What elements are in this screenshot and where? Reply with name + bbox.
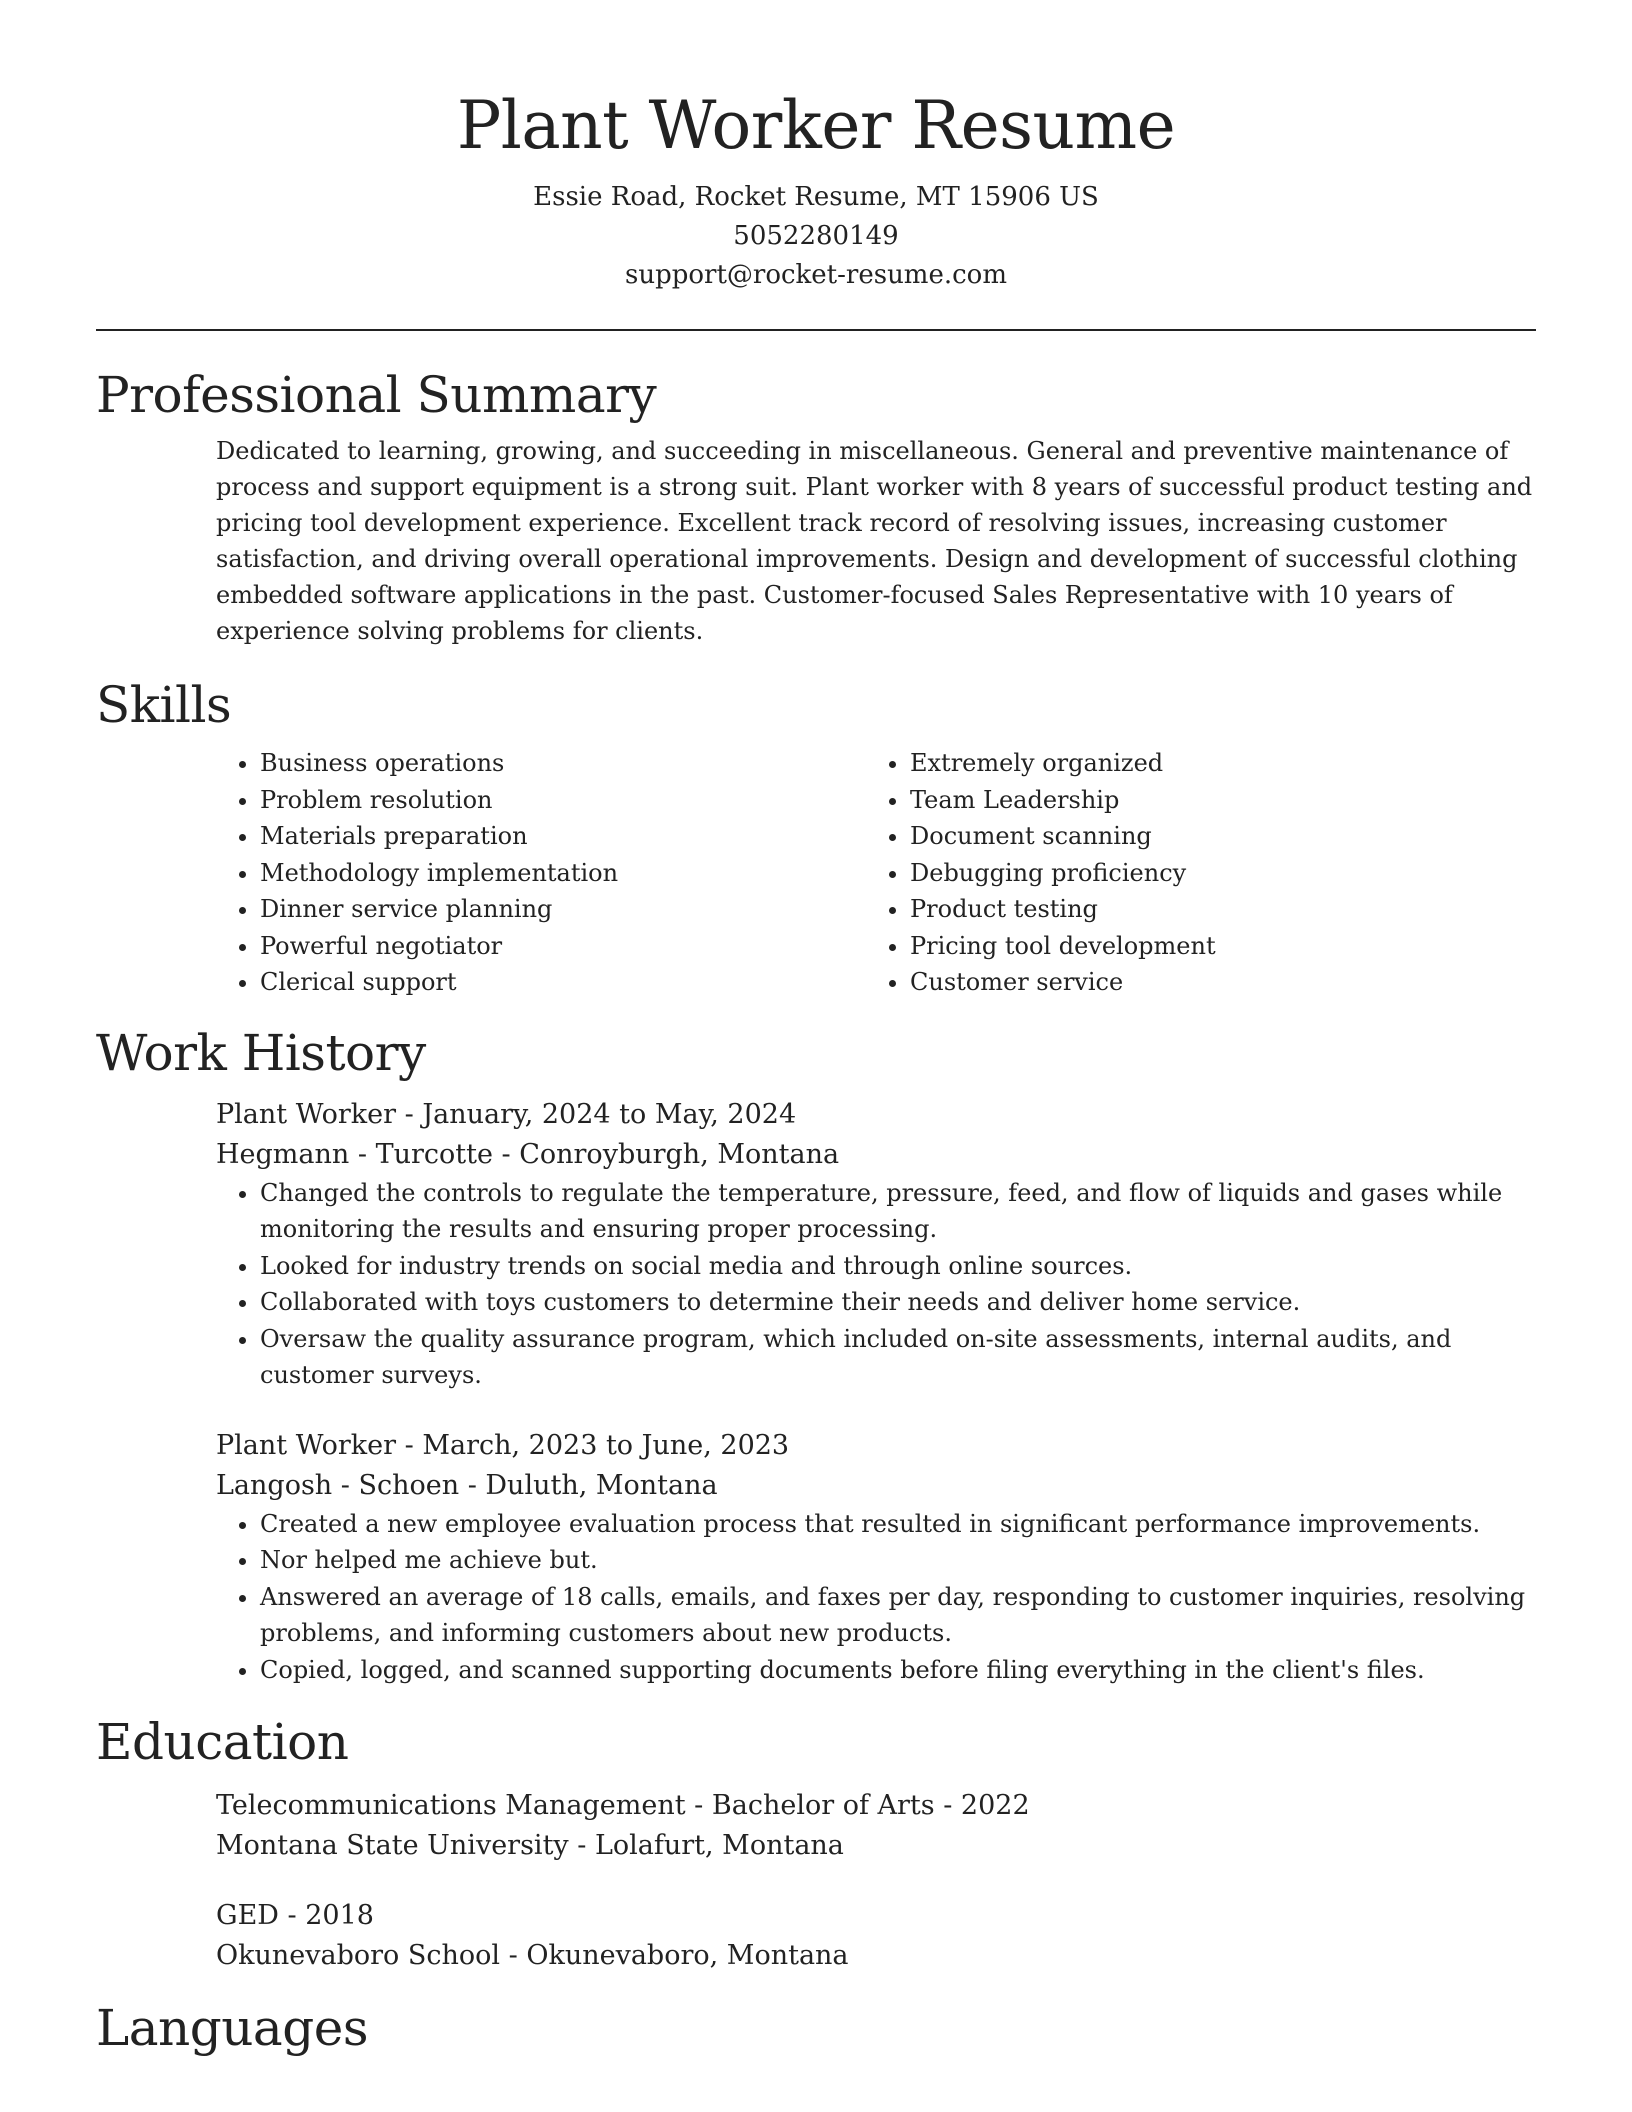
skills-list-left bbox=[216, 745, 866, 1001]
job-bullet: • Looked for industry trends on social media and through online sources. bbox=[260, 1248, 1536, 1285]
skill-item: • Product testing bbox=[910, 891, 1516, 928]
education-heading: Education bbox=[96, 1713, 349, 1771]
skill-item: • Materials preparation bbox=[260, 818, 866, 855]
skill-item: • Team Leadership bbox=[910, 782, 1516, 819]
skill-item: • Problem resolution bbox=[260, 782, 866, 819]
summary-text: Dedicated to learning, growing, and succeeding in miscellaneous. General and preventive maintenance of process and support equipment is a strong suit. Plant worker with 8 years of successful product testing and pricing tool development experience. Excellent track record of resolving issues, increasing customer satisfaction, and driving overall operational improvements. Design and development of successful clothing embedded software applications in the past. Customer-focused Sales Representative with 10 years of experience solving problems for clients. bbox=[216, 437, 1533, 645]
education-section bbox=[96, 1712, 1536, 1976]
contact-email: support@rocket-resume.com bbox=[624, 260, 1007, 290]
skill-item: • Debugging proficiency bbox=[910, 855, 1516, 892]
job-bullet-list bbox=[216, 1506, 1536, 1689]
job-title-line: Plant Worker - January, 2024 to May, 2024 bbox=[216, 1098, 797, 1130]
skill-item: • Extremely organized bbox=[910, 745, 1516, 782]
education-entry bbox=[216, 1896, 1536, 1976]
education-degree-line: Telecommunications Management - Bachelor of Arts - 2022 bbox=[216, 1790, 1030, 1821]
education-entry bbox=[216, 1786, 1536, 1866]
job-bullet: • Copied, logged, and scanned supporting documents before filing everything in the client's files. bbox=[260, 1652, 1536, 1689]
job-bullet-list bbox=[216, 1175, 1536, 1394]
skill-item: • Business operations bbox=[260, 745, 866, 782]
job-bullet: • Changed the controls to regulate the temperature, pressure, feed, and flow of liquids and gases while monitoring the results and ensuring proper processing. bbox=[260, 1175, 1536, 1248]
job-bullet: • Oversaw the quality assurance program, which included on-site assessments, internal audits, and customer surveys. bbox=[260, 1321, 1536, 1394]
header-divider bbox=[96, 329, 1536, 331]
skill-item: • Methodology implementation bbox=[260, 855, 866, 892]
job-bullet: • Nor helped me achieve but. bbox=[260, 1542, 1536, 1579]
summary-heading: Professional Summary bbox=[96, 366, 657, 424]
job-entry bbox=[216, 1426, 1536, 1689]
education-school-line: Okunevaboro School - Okunevaboro, Montana bbox=[216, 1940, 849, 1971]
contact-phone: 5052280149 bbox=[733, 221, 899, 251]
resume-header bbox=[96, 0, 1536, 295]
skills-grid bbox=[216, 745, 1536, 1001]
skills-heading: Skills bbox=[96, 676, 232, 734]
education-school-line: Montana State University - Lolafurt, Montana bbox=[216, 1830, 844, 1861]
skill-item: • Powerful negotiator bbox=[260, 928, 866, 965]
job-company-line: Langosh - Schoen - Duluth, Montana bbox=[216, 1469, 718, 1501]
skill-item: • Clerical support bbox=[260, 964, 866, 1001]
skill-item: • Pricing tool development bbox=[910, 928, 1516, 965]
job-bullet: • Created a new employee evaluation process that resulted in significant performance improvements. bbox=[260, 1506, 1536, 1543]
skills-list-right bbox=[866, 745, 1516, 1001]
summary-section bbox=[96, 365, 1536, 649]
contact-address: Essie Road, Rocket Resume, MT 15906 US bbox=[533, 182, 1099, 212]
work-history-heading: Work History bbox=[96, 1023, 426, 1082]
skill-item: • Customer service bbox=[910, 964, 1516, 1001]
job-bullet: • Collaborated with toys customers to determine their needs and deliver home service. bbox=[260, 1284, 1536, 1321]
contact-info bbox=[96, 178, 1536, 295]
page-title: Plant Worker Resume bbox=[456, 87, 1176, 164]
job-entry bbox=[216, 1095, 1536, 1394]
work-history-section bbox=[96, 1023, 1536, 1689]
job-bullet: • Answered an average of 18 calls, emails, and faxes per day, responding to customer inquiries, resolving problems, and informing customers about new products. bbox=[260, 1579, 1536, 1652]
education-degree-line: GED - 2018 bbox=[216, 1900, 374, 1931]
skills-section bbox=[96, 675, 1536, 1001]
job-title-line: Plant Worker - March, 2023 to June, 2023 bbox=[216, 1429, 790, 1461]
languages-heading: Languages bbox=[96, 1999, 368, 2057]
job-company-line: Hegmann - Turcotte - Conroyburgh, Montana bbox=[216, 1138, 840, 1170]
skill-item: • Document scanning bbox=[910, 818, 1516, 855]
resume-page bbox=[96, 0, 1536, 2058]
languages-section bbox=[96, 1998, 1536, 2058]
skill-item: • Dinner service planning bbox=[260, 891, 866, 928]
